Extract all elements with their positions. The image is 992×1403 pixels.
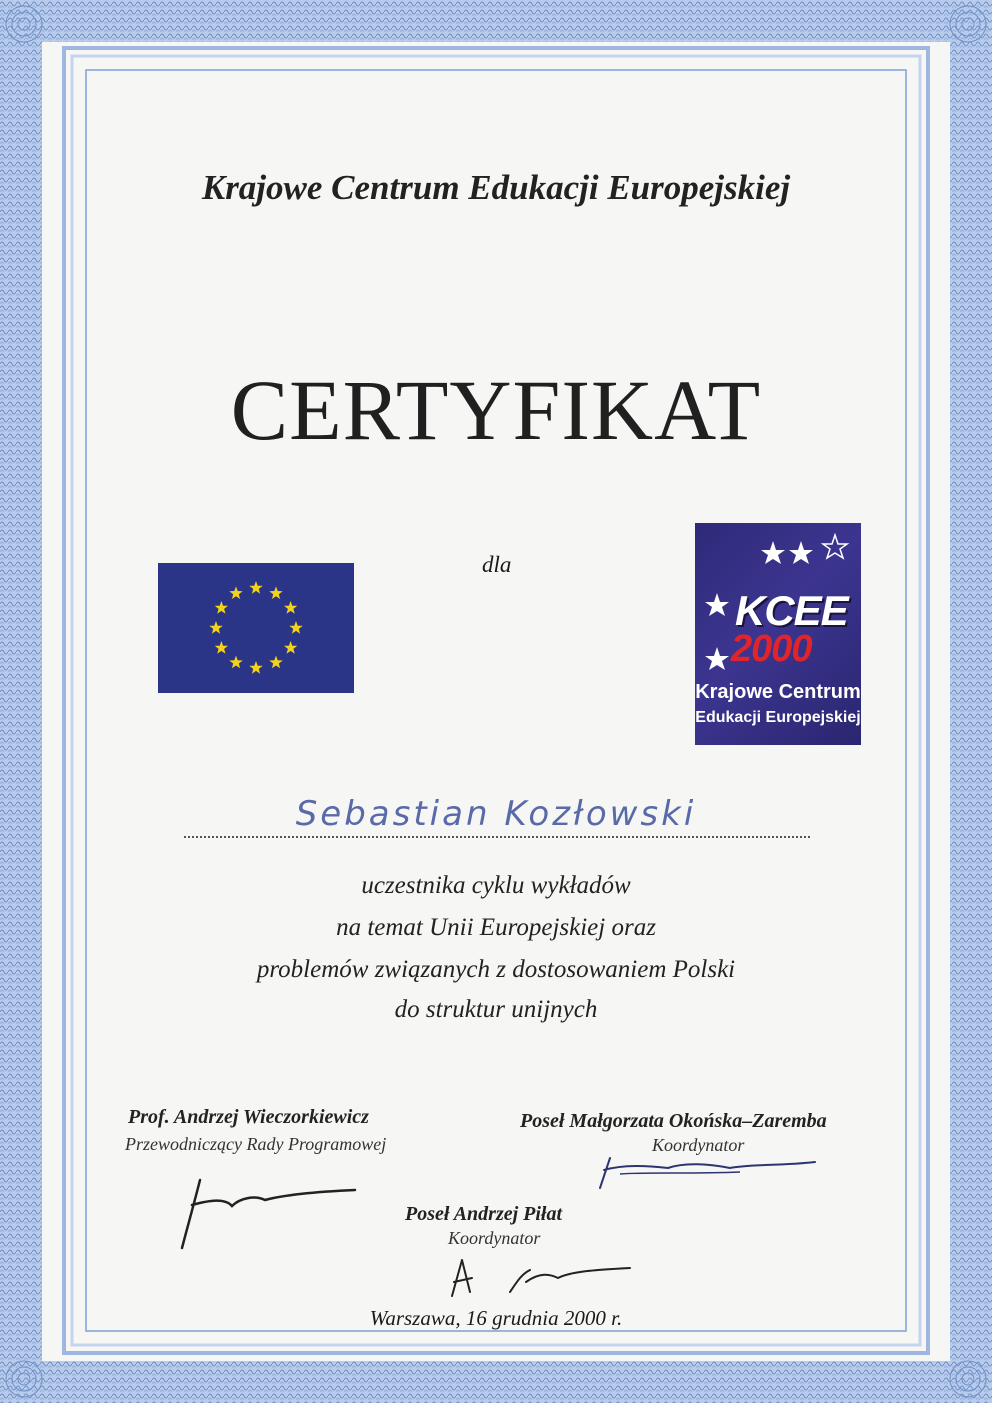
eu-star <box>269 586 282 599</box>
eu-star <box>249 661 262 674</box>
kcee-logo <box>695 523 861 745</box>
right-signature <box>590 1150 830 1200</box>
institution-header: Krajowe Centrum Edukacji Europejskiej <box>201 168 791 207</box>
eu-star <box>229 656 242 669</box>
eu-star <box>269 656 282 669</box>
for-label: dla <box>482 552 512 577</box>
recipient-name: Sebastian Kozłowski <box>295 794 697 834</box>
logo-line2: Edukacji Europejskiej <box>695 709 861 726</box>
eu-flag <box>158 563 354 693</box>
body-line-2: na temat Unii Europejskiej oraz <box>336 914 656 941</box>
eu-star <box>229 586 242 599</box>
eu-stars-icon <box>158 563 354 693</box>
eu-star <box>215 641 228 654</box>
eu-star <box>209 621 222 634</box>
logo-title: KCEE <box>735 587 848 634</box>
eu-star <box>215 601 228 614</box>
center-signatory-name: Poseł Andrzej Piłat <box>405 1203 563 1225</box>
body-line-1: uczestnika cyklu wykładów <box>361 872 631 899</box>
center-signature <box>430 1252 650 1312</box>
right-signatory-name: Poseł Małgorzata Okońska–Zaremba <box>520 1110 827 1132</box>
eu-star <box>249 581 262 594</box>
logo-line1: Krajowe Centrum <box>695 681 861 703</box>
logo-year: 2000 <box>731 628 812 670</box>
body-line-4: do struktur unijnych <box>394 996 598 1023</box>
certificate-title: CERTYFIKAT <box>230 362 762 458</box>
body-line-3: problemów związanych z dostosowaniem Polski <box>256 956 736 983</box>
left-signatory-name: Prof. Andrzej Wieczorkiewicz <box>128 1106 369 1128</box>
right-signatory-role: Koordynator <box>652 1135 745 1155</box>
place-and-date: Warszawa, 16 grudnia 2000 r. <box>369 1306 623 1330</box>
left-signatory-role: Przewodniczący Rady Programowej <box>125 1134 387 1154</box>
eu-star <box>284 601 297 614</box>
recipient-underline <box>184 836 810 838</box>
eu-star <box>289 621 302 634</box>
eu-star <box>284 641 297 654</box>
left-signature <box>170 1160 370 1260</box>
center-signatory-role: Koordynator <box>448 1228 541 1248</box>
